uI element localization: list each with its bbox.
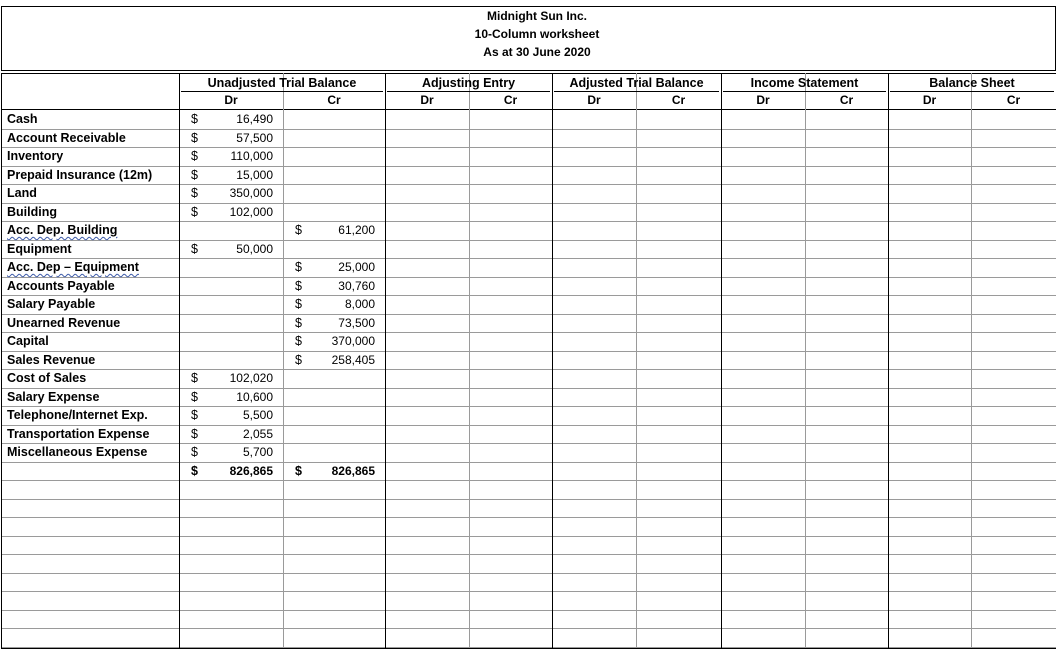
currency-symbol: $ xyxy=(295,353,302,367)
column-rule xyxy=(971,73,972,648)
row-rule xyxy=(1,221,1056,222)
row-rule xyxy=(1,369,1056,370)
account-name: Miscellaneous Expense xyxy=(7,445,148,459)
row-rule xyxy=(1,295,1056,296)
account-name: Acc. Dep. Building xyxy=(7,223,118,237)
currency-symbol: $ xyxy=(191,427,198,441)
account-name: Acc. Dep – Equipment xyxy=(7,260,139,274)
row-rule xyxy=(1,184,1056,185)
column-rule xyxy=(721,73,722,648)
amount: 826,865 xyxy=(229,464,273,478)
debit-header: Dr xyxy=(224,93,238,107)
group-header: Adjusted Trial Balance xyxy=(569,76,704,90)
amount: 15,000 xyxy=(236,168,273,182)
amount: 258,405 xyxy=(331,353,375,367)
account-name: Telephone/Internet Exp. xyxy=(7,408,148,422)
header-bottom-rule xyxy=(1,109,1056,110)
row-rule xyxy=(1,129,1056,130)
account-name: Accounts Payable xyxy=(7,279,115,293)
group-header: Income Statement xyxy=(750,76,859,90)
currency-symbol: $ xyxy=(191,464,198,478)
row-rule xyxy=(1,406,1056,407)
currency-symbol: $ xyxy=(191,205,198,219)
row-rule xyxy=(1,388,1056,389)
debit-header: Dr xyxy=(420,93,434,107)
group-header: Adjusting Entry xyxy=(421,76,516,90)
amount: 5,500 xyxy=(242,408,273,422)
company-name: Midnight Sun Inc. xyxy=(487,9,587,23)
group-header: Unadjusted Trial Balance xyxy=(207,76,357,90)
amount: 102,000 xyxy=(229,205,273,219)
column-rule xyxy=(469,73,470,648)
worksheet-subtitle: 10-Column worksheet xyxy=(474,27,600,41)
account-name: Equipment xyxy=(7,242,72,256)
row-rule xyxy=(1,554,1056,555)
credit-header: Cr xyxy=(1006,93,1021,107)
credit-header: Cr xyxy=(671,93,686,107)
row-rule xyxy=(1,258,1056,259)
amount: 8,000 xyxy=(344,297,375,311)
row-rule xyxy=(1,517,1056,518)
amount: 350,000 xyxy=(229,186,273,200)
amount: 61,200 xyxy=(338,223,375,237)
account-name: Inventory xyxy=(7,149,64,163)
currency-symbol: $ xyxy=(191,390,198,404)
row-rule xyxy=(1,480,1056,481)
column-rule xyxy=(805,73,806,648)
account-name: Building xyxy=(7,205,57,219)
group-header: Balance Sheet xyxy=(929,76,1015,90)
group-header-underline xyxy=(554,91,719,92)
row-rule xyxy=(1,425,1056,426)
column-rule xyxy=(636,73,637,648)
row-rule xyxy=(1,166,1056,167)
title-box xyxy=(1,6,1056,71)
row-rule xyxy=(1,203,1056,204)
row-rule xyxy=(1,147,1056,148)
row-rule xyxy=(1,499,1056,500)
row-rule xyxy=(1,591,1056,592)
row-rule xyxy=(1,628,1056,629)
amount: 16,490 xyxy=(236,112,273,126)
credit-header: Cr xyxy=(327,93,341,107)
credit-header: Cr xyxy=(839,93,854,107)
currency-symbol: $ xyxy=(191,242,198,256)
row-rule xyxy=(1,240,1056,241)
account-name: Sales Revenue xyxy=(7,353,96,367)
amount: 102,020 xyxy=(229,371,273,385)
account-name: Prepaid Insurance (12m) xyxy=(7,168,153,182)
sheet-bottom-rule xyxy=(1,648,1056,649)
row-rule xyxy=(1,351,1056,352)
row-rule xyxy=(1,536,1056,537)
account-name: Cost of Sales xyxy=(7,371,87,385)
currency-symbol: $ xyxy=(191,186,198,200)
column-rule xyxy=(385,73,386,648)
credit-header: Cr xyxy=(503,93,518,107)
debit-header: Dr xyxy=(922,93,937,107)
currency-symbol: $ xyxy=(295,260,302,274)
column-rule xyxy=(888,73,889,648)
amount: 826,865 xyxy=(331,464,375,478)
currency-symbol: $ xyxy=(191,408,198,422)
column-rule xyxy=(552,73,553,648)
row-rule xyxy=(1,443,1056,444)
currency-symbol: $ xyxy=(191,131,198,145)
row-rule xyxy=(1,610,1056,611)
amount: 110,000 xyxy=(230,149,273,163)
row-rule xyxy=(1,314,1056,315)
amount: 57,500 xyxy=(236,131,273,145)
group-header-underline xyxy=(890,91,1054,92)
account-name: Salary Expense xyxy=(7,390,100,404)
header-top-rule xyxy=(1,73,1056,74)
amount: 25,000 xyxy=(338,260,375,274)
group-header-underline xyxy=(181,91,383,92)
amount: 370,000 xyxy=(331,334,375,348)
amount: 5,700 xyxy=(242,445,273,459)
account-name: Salary Payable xyxy=(7,297,96,311)
debit-header: Dr xyxy=(756,93,770,107)
account-name: Land xyxy=(7,186,37,200)
amount: 2,055 xyxy=(242,427,273,441)
account-name: Unearned Revenue xyxy=(7,316,121,330)
amount: 73,500 xyxy=(338,316,375,330)
account-name: Cash xyxy=(7,112,38,126)
row-rule xyxy=(1,332,1056,333)
currency-symbol: $ xyxy=(191,371,198,385)
account-name: Capital xyxy=(7,334,49,348)
currency-symbol: $ xyxy=(295,223,302,237)
currency-symbol: $ xyxy=(295,334,302,348)
currency-symbol: $ xyxy=(191,149,198,163)
debit-header: Dr xyxy=(587,93,601,107)
currency-symbol: $ xyxy=(295,316,302,330)
group-header-underline xyxy=(387,91,550,92)
currency-symbol: $ xyxy=(191,445,198,459)
currency-symbol: $ xyxy=(191,168,198,182)
currency-symbol: $ xyxy=(295,279,302,293)
group-header-underline xyxy=(723,91,886,92)
worksheet-date: As at 30 June 2020 xyxy=(483,45,591,59)
row-rule xyxy=(1,573,1056,574)
currency-symbol: $ xyxy=(295,464,302,478)
currency-symbol: $ xyxy=(295,297,302,311)
account-name: Account Receivable xyxy=(7,131,126,145)
account-name: Transportation Expense xyxy=(7,427,150,441)
row-rule xyxy=(1,277,1056,278)
amount: 50,000 xyxy=(236,242,273,256)
column-rule xyxy=(1,73,2,648)
amount: 30,760 xyxy=(338,279,375,293)
currency-symbol: $ xyxy=(191,112,198,126)
amount: 10,600 xyxy=(236,390,273,404)
row-rule xyxy=(1,462,1056,463)
